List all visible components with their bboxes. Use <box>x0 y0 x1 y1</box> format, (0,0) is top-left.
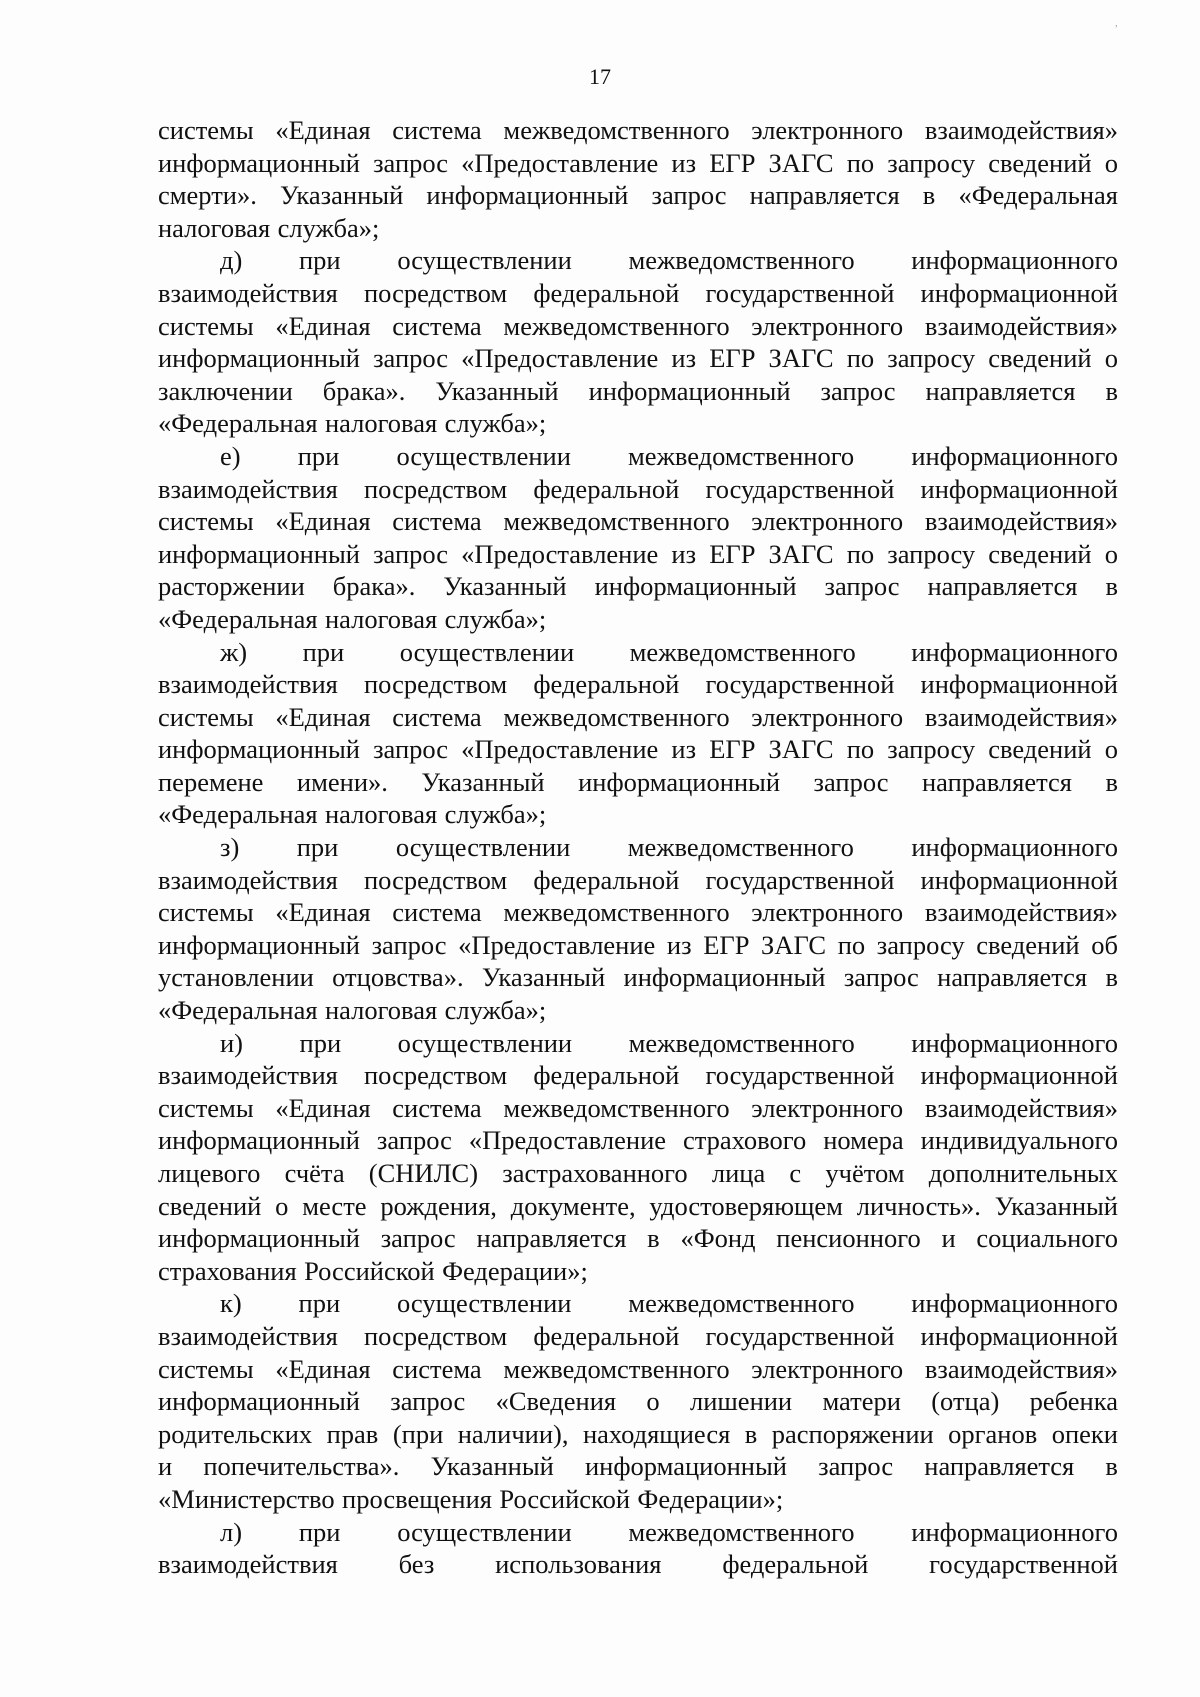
paragraph-first-line: ж) при осуществлении межведомственного информационного <box>220 636 1118 667</box>
text-line: системы «Единая система межведомственного электронного взаимодействия» <box>158 506 1118 537</box>
text-line: «Министерство просвещения Российской Федерации»; <box>158 1483 784 1514</box>
text-line: информационный запрос «Предоставление из ЕГР ЗАГС по запросу сведений о <box>158 343 1118 374</box>
text-line: «Федеральная налоговая служба»; <box>158 995 547 1026</box>
text-line: системы «Единая система межведомственного электронного взаимодействия» <box>158 115 1118 145</box>
text-line: расторжении брака». Указанный информационный запрос направляется в <box>158 571 1118 602</box>
scan-mark: ’ <box>1114 24 1118 35</box>
text-line: информационный запрос «Сведения о лишении матери (отца) ребенка <box>158 1386 1118 1417</box>
text-line: системы «Единая система межведомственного электронного взаимодействия» <box>158 1092 1118 1123</box>
text-line: системы «Единая система межведомственного электронного взаимодействия» <box>158 1353 1118 1384</box>
text-line: взаимодействия посредством федеральной государственной информационной <box>158 1060 1118 1091</box>
document-body <box>158 114 1118 1581</box>
text-line: взаимодействия посредством федеральной государственной информационной <box>158 1320 1118 1351</box>
text-line: взаимодействия посредством федеральной государственной информационной <box>158 669 1118 700</box>
text-line: информационный запрос «Предоставление из ЕГР ЗАГС по запросу сведений о <box>158 147 1118 178</box>
paragraph-first-line: е) при осуществлении межведомственного информационного <box>220 440 1118 471</box>
text-line: информационный запрос «Предоставление из ЕГР ЗАГС по запросу сведений об <box>158 929 1118 960</box>
paragraph-first-line: л) при осуществлении межведомственного информационного <box>220 1516 1118 1547</box>
text-line: лицевого счёта (СНИЛС) застрахованного лица с учётом дополнительных <box>158 1158 1118 1188</box>
text-line: системы «Единая система межведомственного электронного взаимодействия» <box>158 897 1118 928</box>
text-line: информационный запрос направляется в «Фонд пенсионного и социального <box>158 1223 1118 1254</box>
text-line: взаимодействия посредством федеральной государственной информационной <box>158 473 1118 504</box>
text-line: «Федеральная налоговая служба»; <box>158 603 547 634</box>
text-line: системы «Единая система межведомственного электронного взаимодействия» <box>158 701 1118 732</box>
text-line: налоговая служба»; <box>158 212 380 243</box>
text-line: страхования Российской Федерации»; <box>158 1255 588 1286</box>
paragraph-first-line: и) при осуществлении межведомственного информационного <box>220 1027 1118 1058</box>
text-line: смерти». Указанный информационный запрос направляется в «Федеральная <box>158 180 1118 211</box>
text-line: системы «Единая система межведомственного электронного взаимодействия» <box>158 310 1118 341</box>
text-line: перемене имени». Указанный информационный запрос направляется в <box>158 766 1118 797</box>
text-line: заключении брака». Указанный информационный запрос направляется в <box>158 375 1118 406</box>
text-line: взаимодействия посредством федеральной государственной информационной <box>158 864 1118 895</box>
text-line: информационный запрос «Предоставление страхового номера индивидуального <box>158 1125 1118 1156</box>
page-number: 17 <box>589 64 611 89</box>
paragraph-first-line: з) при осуществлении межведомственного информационного <box>220 832 1118 863</box>
text-line: и попечительства». Указанный информационный запрос направляется в <box>158 1451 1118 1482</box>
text-line: сведений о месте рождения, документе, удостоверяющем личность». Указанный <box>158 1190 1118 1221</box>
text-line: взаимодействия посредством федеральной государственной информационной <box>158 277 1118 308</box>
paragraph-first-line: к) при осуществлении межведомственного информационного <box>220 1288 1118 1319</box>
text-line: информационный запрос «Предоставление из ЕГР ЗАГС по запросу сведений о <box>158 734 1118 765</box>
text-line: установлении отцовства». Указанный информационный запрос направляется в <box>158 962 1118 993</box>
text-line: взаимодействия без использования федеральной государственной <box>158 1549 1118 1580</box>
text-line: «Федеральная налоговая служба»; <box>158 408 547 439</box>
text-line: информационный запрос «Предоставление из ЕГР ЗАГС по запросу сведений о <box>158 538 1118 569</box>
text-line: родительских прав (при наличии), находящиеся в распоряжении органов опеки <box>158 1418 1118 1449</box>
text-line: «Федеральная налоговая служба»; <box>158 799 547 830</box>
paragraph-first-line: д) при осуществлении межведомственного информационного <box>220 245 1118 276</box>
